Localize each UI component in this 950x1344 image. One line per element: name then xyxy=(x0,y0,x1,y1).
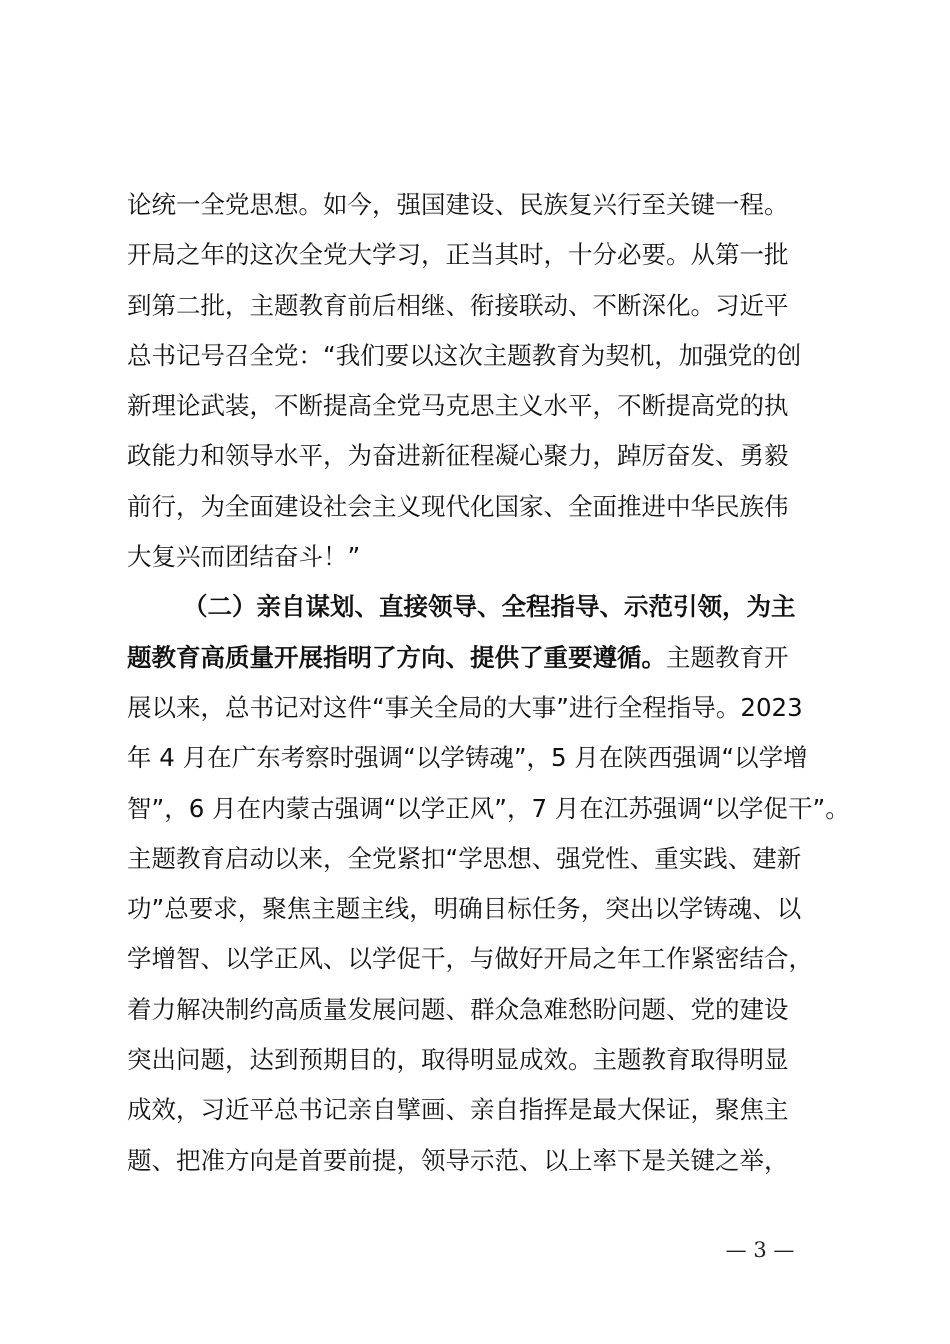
text-line: 主题教育启动以来，全党紧扣“学思想、强党性、重实践、建新 xyxy=(127,843,802,873)
section-heading-continued xyxy=(127,633,832,683)
text-line: 展以来，总书记对这件“事关全局的大事”进行全程指导。2023 xyxy=(127,692,803,722)
text-line: 前行，为全面建设社会主义现代化国家、全面推进中华民族伟 xyxy=(127,491,789,521)
text-line: 突出问题，达到预期目的，取得明显成效。主题教育取得明显 xyxy=(127,1045,789,1075)
text-line: 政能力和领导水平，为奋进新征程凝心聚力，踔厉奋发、勇毅 xyxy=(127,441,789,471)
text-line: 功”总要求，聚焦主题主线，明确目标任务，突出以学铸魂、以 xyxy=(127,894,802,924)
text-line: 新理论武装，不断提高全党马克思主义水平，不断提高党的执 xyxy=(127,391,789,421)
text-line: 大复兴而团结奋斗！” xyxy=(127,542,361,572)
text-line: 学增智、以学正风、以学促干，与做好开局之年工作紧密结合， xyxy=(127,944,813,974)
text-line: 开局之年的这次全党大学习，正当其时，十分必要。从第一批 xyxy=(127,240,789,270)
text-line: 成效，习近平总书记亲自擘画、亲自指挥是最大保证，聚焦主 xyxy=(127,1095,789,1125)
section-heading-bold: 题教育高质量开展指明了方向、提供了重要遵循。 xyxy=(127,642,666,672)
text-line: 论统一全党思想。如今，强国建设、民族复兴行至关键一程。 xyxy=(127,190,789,219)
text-line: 着力解决制约高质量发展问题、群众急难愁盼问题、党的建设 xyxy=(127,994,789,1024)
text-line: 到第二批，主题教育前后相继、衔接联动、不断深化。习近平 xyxy=(127,290,789,320)
text-line: 年 4 月在广东考察时强调“以学铸魂”，5 月在陕西强调“以学增 xyxy=(127,743,808,773)
section-text-start: 主题教育开 xyxy=(666,642,789,672)
body-text xyxy=(127,180,850,1186)
text-line: 智”，6 月在内蒙古强调“以学正风”，7 月在江苏强调“以学促干”。 xyxy=(127,793,850,823)
text-line: 题、把准方向是首要前提，领导示范、以上率下是关键之举， xyxy=(127,1145,789,1175)
page-number: — 3 — xyxy=(725,1238,795,1262)
section-heading: （二）亲自谋划、直接领导、全程指导、示范引领，为主 xyxy=(183,592,796,622)
text-line: 总书记号召全党：“我们要以这次主题教育为契机，加强党的创 xyxy=(127,340,802,370)
